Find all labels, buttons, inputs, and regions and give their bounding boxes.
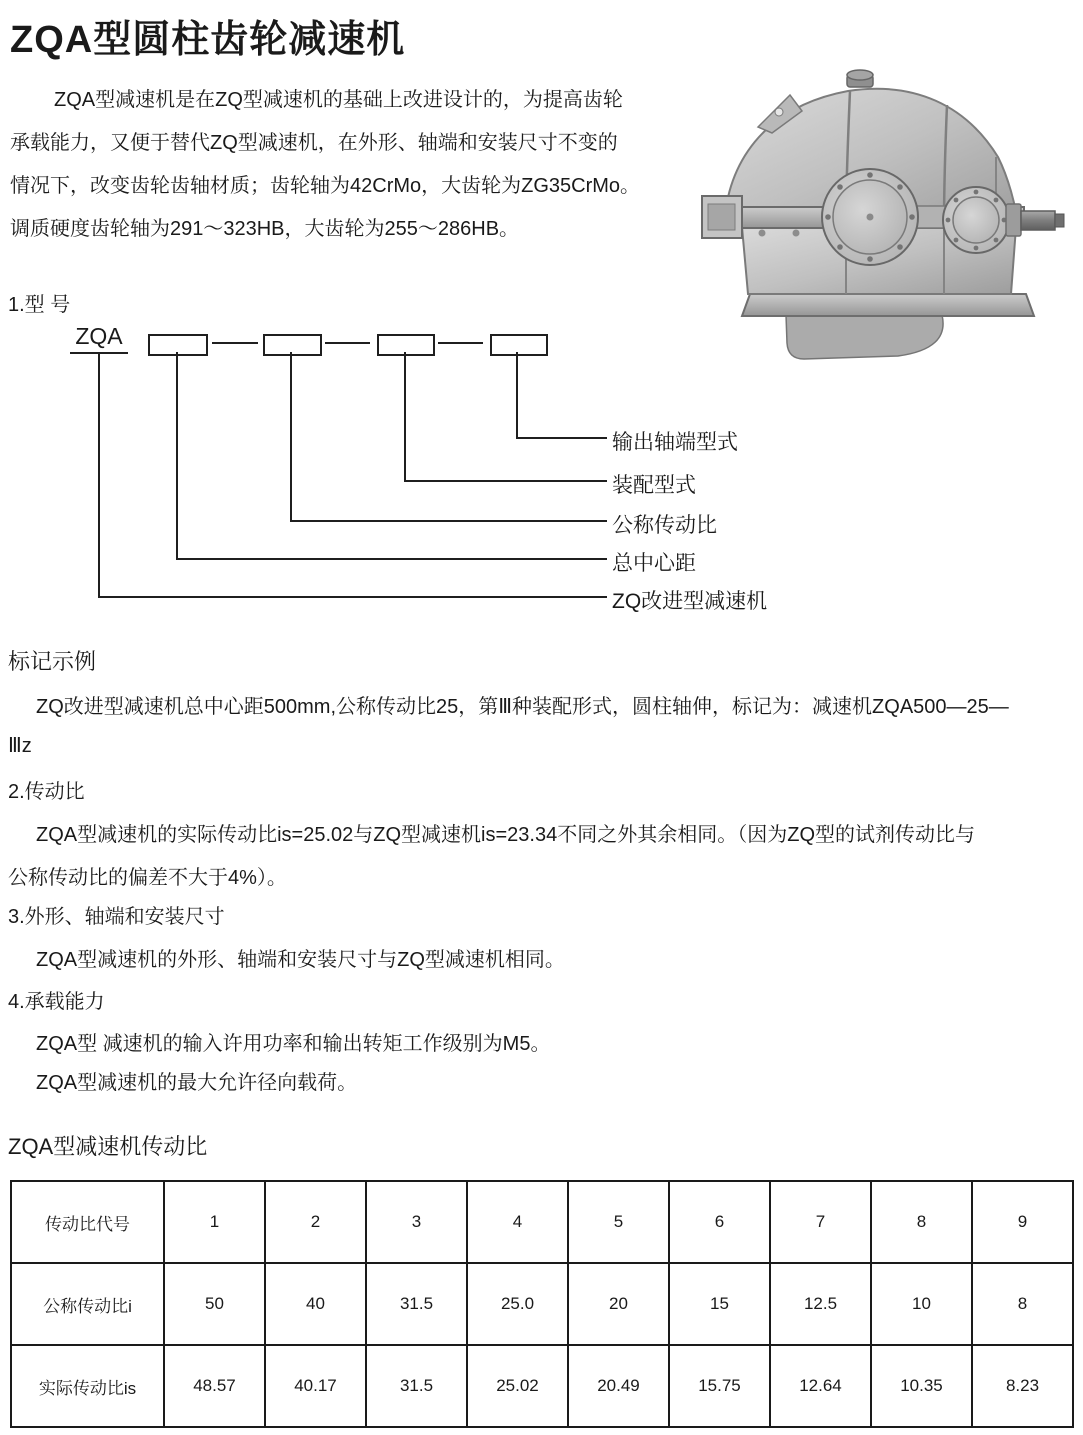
- dash-line: [438, 342, 483, 344]
- row-label: 传动比代号: [11, 1181, 164, 1263]
- cell: 1: [164, 1181, 265, 1263]
- marking-line-1: ZQ改进型减速机总中心距500mm,公称传动比25，第Ⅲ种装配形式，圆柱轴伸，标记为：减速机ZQA500—25—: [36, 696, 1009, 718]
- model-heading: 1.型 号: [8, 294, 71, 316]
- dimension-line-1: ZQA型减速机的外形、轴端和安装尺寸与ZQ型减速机相同。: [36, 949, 565, 971]
- cell: 8: [972, 1263, 1073, 1345]
- intro-paragraph: [10, 79, 662, 251]
- intro-line: 情况下，改变齿轮齿轴材质；齿轮轴为42CrMo，大齿轮为ZG35CrMo。: [10, 175, 641, 197]
- marking-heading: 标记示例: [8, 649, 97, 674]
- code-box-3: [377, 334, 435, 356]
- intro-line: ZQA型减速机是在ZQ型减速机的基础上改进设计的，为提高齿轮: [54, 89, 623, 111]
- table-row-ratio-code: [11, 1181, 1073, 1263]
- cell: 6: [669, 1181, 770, 1263]
- row-label: 实际传动比is: [11, 1345, 164, 1427]
- leader-line: [404, 480, 607, 482]
- table-row-actual-ratio: [11, 1345, 1073, 1427]
- leader-line: [290, 520, 607, 522]
- intro-line: 承载能力，又便于替代ZQ型减速机，在外形、轴端和安装尺寸不变的: [10, 132, 618, 154]
- stem-box-1: [176, 352, 178, 560]
- code-box-4: [490, 334, 548, 356]
- cell: 2: [265, 1181, 366, 1263]
- stem-box-4: [516, 352, 518, 439]
- cell: 31.5: [366, 1345, 467, 1427]
- diagram-label-center-distance: 总中心距: [612, 552, 696, 575]
- leader-line: [98, 596, 607, 598]
- row-label: 公称传动比i: [11, 1263, 164, 1345]
- gear-reducer-photo: [700, 65, 1083, 360]
- dash-line: [325, 342, 370, 344]
- intro-line: 调质硬度齿轮轴为291～323HB，大齿轮为255～286HB。: [10, 218, 520, 240]
- cell: 4: [467, 1181, 568, 1263]
- cell: 20: [568, 1263, 669, 1345]
- stem-prefix: [98, 353, 100, 598]
- cell: 12.64: [770, 1345, 871, 1427]
- ratio-line-2: 公称传动比的偏差不大于4%）。: [8, 867, 287, 889]
- dimension-heading: 3.外形、轴端和安装尺寸: [8, 906, 225, 928]
- table-heading: ZQA型减速机传动比: [8, 1134, 208, 1159]
- cell: 7: [770, 1181, 871, 1263]
- marking-line-2: Ⅲz: [8, 735, 32, 757]
- ratio-heading: 2.传动比: [8, 781, 85, 803]
- table-row-nominal-ratio: [11, 1263, 1073, 1345]
- ratio-table-container: [10, 1180, 1074, 1428]
- stem-box-3: [404, 352, 406, 482]
- cell: 3: [366, 1181, 467, 1263]
- cell: 40.17: [265, 1345, 366, 1427]
- stem-box-2: [290, 352, 292, 522]
- page-title: ZQA型圆柱齿轮减速机: [10, 19, 406, 61]
- ratio-line-1: ZQA型减速机的实际传动比is=25.02与ZQ型减速机is=23.34不同之外其余相同。（因为ZQ型的试剂传动比与: [36, 824, 976, 846]
- cell: 8.23: [972, 1345, 1073, 1427]
- cell: 50: [164, 1263, 265, 1345]
- model-designation-diagram: [0, 320, 820, 625]
- ratio-table: [10, 1180, 1074, 1428]
- leader-line: [176, 558, 607, 560]
- cell: 31.5: [366, 1263, 467, 1345]
- dash-line: [212, 342, 258, 344]
- cell: 5: [568, 1181, 669, 1263]
- diagram-label-nominal-ratio: 公称传动比: [612, 514, 717, 537]
- capacity-heading: 4.承载能力: [8, 991, 105, 1013]
- leader-line: [516, 437, 607, 439]
- cell: 8: [871, 1181, 972, 1263]
- cell: 48.57: [164, 1345, 265, 1427]
- cell: 15.75: [669, 1345, 770, 1427]
- capacity-line-1: ZQA型 减速机的输入许用功率和输出转矩工作级别为M5。: [36, 1033, 551, 1055]
- code-box-1: [148, 334, 208, 356]
- diagram-label-assembly-type: 装配型式: [612, 474, 696, 497]
- diagram-label-output-shaft-type: 输出轴端型式: [612, 431, 738, 454]
- cell: 12.5: [770, 1263, 871, 1345]
- cell: 25.02: [467, 1345, 568, 1427]
- capacity-line-2: ZQA型减速机的最大允许径向载荷。: [36, 1072, 358, 1094]
- cell: 10: [871, 1263, 972, 1345]
- code-box-2: [263, 334, 322, 356]
- cell: 40: [265, 1263, 366, 1345]
- cell: 25.0: [467, 1263, 568, 1345]
- cell: 20.49: [568, 1345, 669, 1427]
- model-prefix: ZQA: [70, 323, 128, 354]
- cell: 15: [669, 1263, 770, 1345]
- diagram-label-zq-improved: ZQ改进型减速机: [612, 590, 768, 613]
- cell: 9: [972, 1181, 1073, 1263]
- cell: 10.35: [871, 1345, 972, 1427]
